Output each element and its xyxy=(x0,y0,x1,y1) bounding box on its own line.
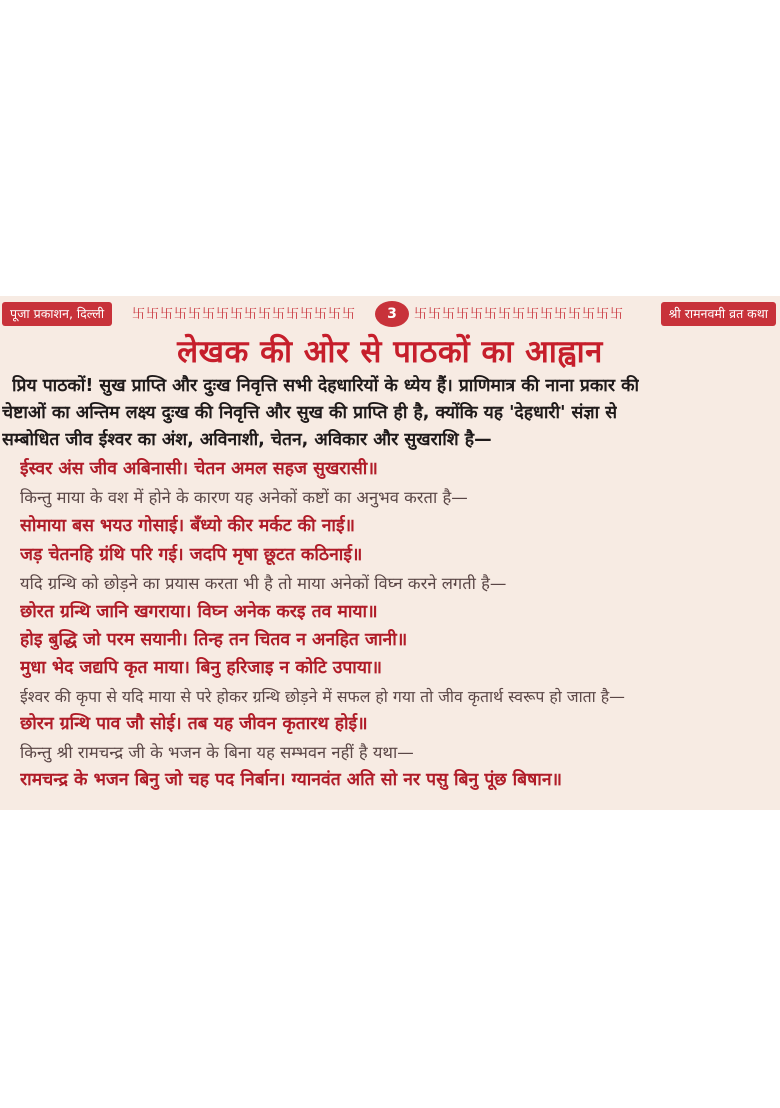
body-line: चेष्टाओं का अन्तिम लक्ष्य दुःख की निवृत्ति और सुख की प्राप्ति ही है, क्योंकि यह 'देहधारी' संज्ञा से xyxy=(2,403,618,423)
verse-line: रामचन्द्र के भजन बिनु जो चह पद निर्बान। ग्यानवंत अति सो नर पसु बिनु पूंछ बिषान॥ xyxy=(20,770,563,790)
verse-line: मुधा भेद जद्यपि कृत माया। बिनु हरिजाइ न कोटि उपाया॥ xyxy=(20,658,382,678)
publisher-label: पूजा प्रकाशन, दिल्ली xyxy=(2,302,112,326)
gloss-line: यदि ग्रन्थि को छोड़ने का प्रयास करता भी है तो माया अनेकों विघ्न करने लगती है— xyxy=(20,574,507,593)
gloss-line: ईश्वर की कृपा से यदि माया से परे होकर ग्रन्थि छोड़ने में सफल हो गया तो जीव कृतार्थ स्वरूप हो जाता है— xyxy=(20,687,625,706)
verse-line: छोरन ग्रन्थि पाव जौ सोई। तब यह जीवन कृतारथ होई॥ xyxy=(20,714,368,734)
swastika-border-left: 卐卐卐卐卐卐卐卐卐卐卐卐卐卐卐卐 xyxy=(132,307,357,322)
swastika-border-right: 卐卐卐卐卐卐卐卐卐卐卐卐卐卐卐 xyxy=(414,307,625,322)
verse-line: जड़ चेतनहि ग्रंथि परि गई। जदपि मृषा छूटत कठिनाई॥ xyxy=(20,545,363,565)
page-number: 3 xyxy=(375,301,409,327)
book-page xyxy=(0,296,780,810)
page-title: लेखक की ओर से पाठकों का आह्वान xyxy=(177,334,603,370)
verse-line: सोमाया बस भयउ गोसाई। बँध्यो कीर मर्कट की नाई॥ xyxy=(20,516,356,536)
gloss-line: किन्तु श्री रामचन्द्र जी के भजन के बिना यह सम्भवन नहीं है यथा— xyxy=(20,743,414,762)
book-title-label: श्री रामनवमी व्रत कथा xyxy=(661,302,776,326)
page-header xyxy=(0,300,780,328)
body-line: सम्बोधित जीव ईश्वर का अंश, अविनाशी, चेतन, अविकार और सुखराशि है— xyxy=(2,430,492,450)
body-line: प्रिय पाठकों! सुख प्राप्ति और दुःख निवृत्ति सभी देहधारियों के ध्येय हैं। प्राणिमात्र की नाना प्रकार की xyxy=(12,376,640,396)
verse-line: होइ बुद्धि जो परम सयानी। तिन्ह तन चितव न अनहित जानी॥ xyxy=(20,630,408,650)
verse-line: छोरत ग्रन्थि जानि खगराया। विघ्न अनेक करइ तव माया॥ xyxy=(20,602,378,622)
verse-line: ईस्वर अंस जीव अबिनासी। चेतन अमल सहज सुखरासी॥ xyxy=(20,459,378,479)
gloss-line: किन्तु माया के वश में होने के कारण यह अनेकों कष्टों का अनुभव करता है— xyxy=(20,488,468,507)
